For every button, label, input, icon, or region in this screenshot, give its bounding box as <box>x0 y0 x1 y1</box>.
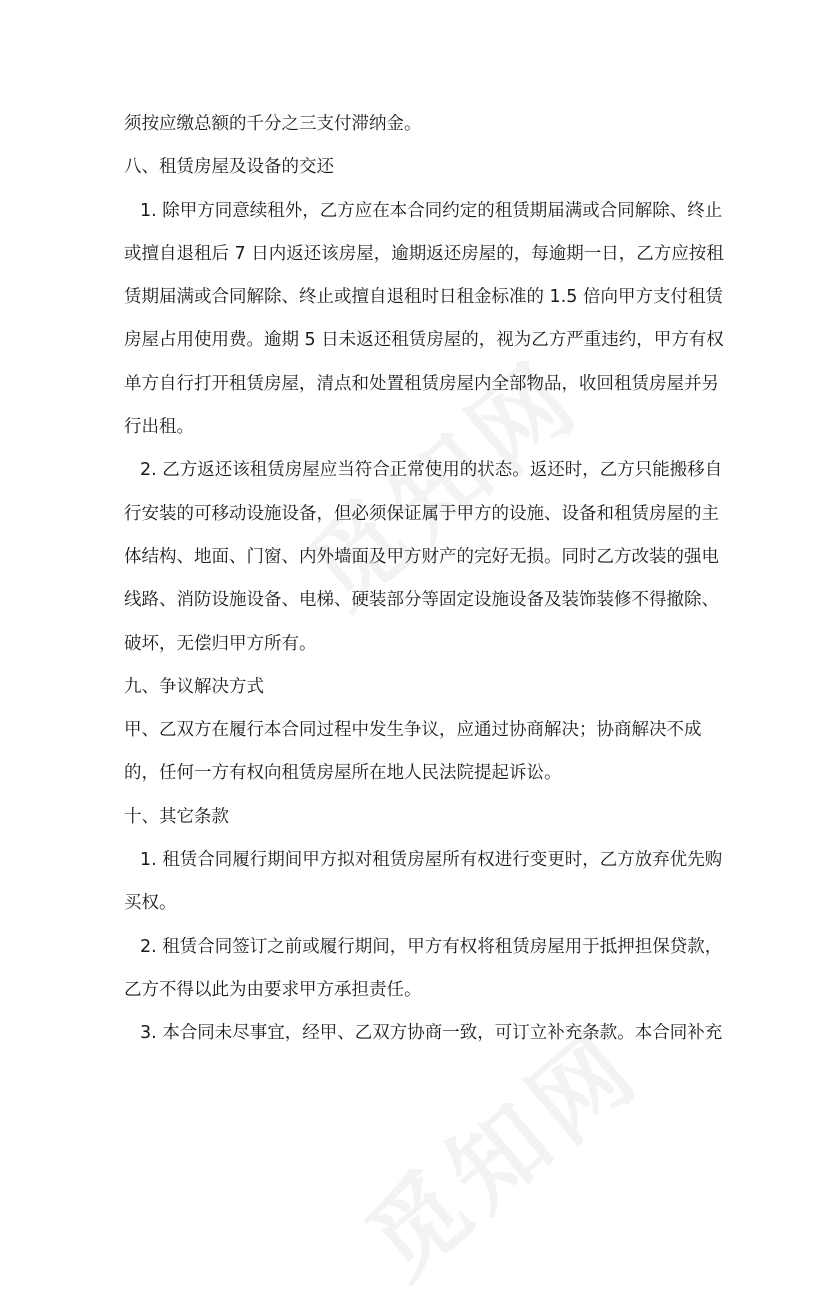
clause-8-2: 2. 乙方返还该租赁房屋应当符合正常使用的状态。返还时，乙方只能搬移自 <box>140 460 723 481</box>
section-heading-9: 九、争议解决方式 <box>124 676 264 697</box>
paragraph-line: 行安装的可移动设施设备，但必须保证属于甲方的设施、设备和租赁房屋的主 <box>124 503 719 524</box>
paragraph-line: 赁期届满或合同解除、终止或擅自退租时日租金标准的 1.5 倍向甲方支付租赁 <box>124 287 723 308</box>
paragraph-line: 线路、消防设施设备、电梯、硬装部分等固定设施设备及装饰装修不得撤除、 <box>124 590 719 611</box>
document-body <box>124 103 724 1056</box>
paragraph-line: 乙方不得以此为由要求甲方承担责任。 <box>124 979 422 1000</box>
paragraph-line: 的，任何一方有权向租赁房屋所在地人民法院提起诉讼。 <box>124 763 562 784</box>
section-heading-8: 八、租赁房屋及设备的交还 <box>124 157 334 178</box>
paragraph-line: 破坏，无偿归甲方所有。 <box>124 633 317 654</box>
paragraph-line: 房屋占用使用费。逾期 5 日未返还租赁房屋的，视为乙方严重违约，甲方有权 <box>124 330 724 351</box>
paragraph-line: 单方自行打开租赁房屋，清点和处置租赁房屋内全部物品，收回租赁房屋并另 <box>124 373 719 394</box>
clause-10-3: 3. 本合同未尽事宜，经甲、乙双方协商一致，可订立补充条款。本合同补充 <box>140 1023 723 1044</box>
clause-8-1: 1. 除甲方同意续租外，乙方应在本合同约定的租赁期届满或合同解除、终止 <box>140 200 723 221</box>
paragraph-line: 甲、乙双方在履行本合同过程中发生争议，应通过协商解决；协商解决不成 <box>124 720 702 741</box>
paragraph-line: 买权。 <box>124 893 177 914</box>
clause-10-2: 2. 租赁合同签订之前或履行期间，甲方有权将租赁房屋用于抵押担保贷款， <box>140 936 723 957</box>
section-heading-10: 十、其它条款 <box>124 806 229 827</box>
paragraph-line: 须按应缴总额的千分之三支付滞纳金。 <box>124 114 422 134</box>
paragraph-line: 体结构、地面、门窗、内外墙面及甲方财产的完好无损。同时乙方改装的强电 <box>124 546 719 567</box>
paragraph-line: 或擅自退租后 7 日内返还该房屋，逾期返还房屋的，每逾期一日，乙方应按租 <box>124 243 724 264</box>
clause-10-1: 1. 租赁合同履行期间甲方拟对租赁房屋所有权进行变更时，乙方放弃优先购 <box>140 850 723 871</box>
paragraph-line: 行出租。 <box>124 417 194 438</box>
